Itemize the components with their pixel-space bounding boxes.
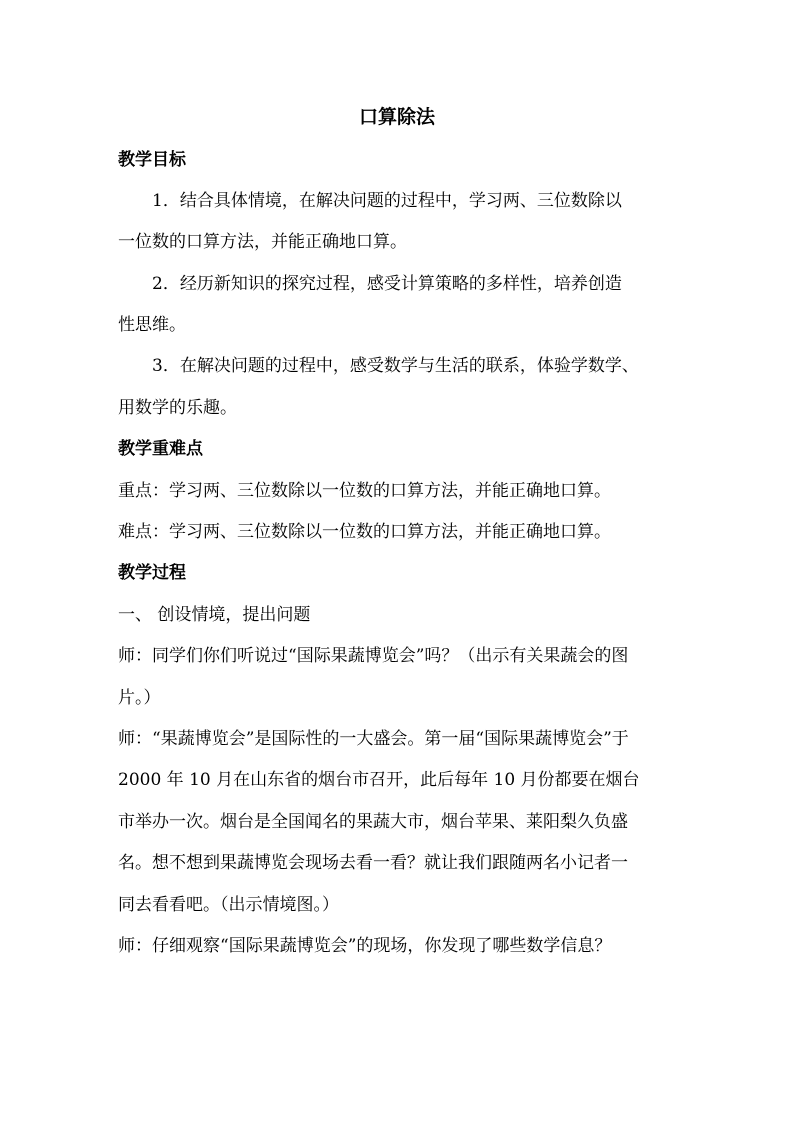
process-para-1-line-1: 师：同学们你们听说过“国际果蔬博览会”吗？（出示有关果蔬会的图 xyxy=(118,646,629,666)
goal-2-line-2: 性思维。 xyxy=(118,315,186,335)
process-para-1-line-2: 片。） xyxy=(118,688,161,708)
process-para-2-line-2: 2000 年 10 月在山东省的烟台市召开，此后每年 10 月份都要在烟台 xyxy=(118,770,640,790)
goal-2-line-1: 2．经历新知识的探究过程，感受计算策略的多样性，培养创造 xyxy=(152,274,622,294)
document-title: 口算除法 xyxy=(358,106,435,128)
section-heading-goals: 教学目标 xyxy=(118,150,186,170)
process-para-2-line-4: 名。想不想到果蔬博览会现场去看一看？就让我们跟随两名小记者一 xyxy=(118,853,628,873)
process-step-1: 一、 创设情境，提出问题 xyxy=(118,605,311,625)
process-para-3: 师：仔细观察“国际果蔬博览会”的现场，你发现了哪些数学信息？ xyxy=(118,936,612,956)
process-para-2-line-3: 市举办一次。烟台是全国闻名的果蔬大市，烟台苹果、莱阳梨久负盛 xyxy=(118,812,628,832)
key-point-focus: 重点：学习两、三位数除以一位数的口算方法，并能正确地口算。 xyxy=(118,481,611,501)
goal-1-line-1: 1．结合具体情境，在解决问题的过程中，学习两、三位数除以 xyxy=(152,191,622,211)
goal-3-line-2: 用数学的乐趣。 xyxy=(118,398,237,418)
process-para-2-line-5: 同去看看吧。（出示情境图。） xyxy=(118,895,339,915)
section-heading-process: 教学过程 xyxy=(118,563,186,583)
key-point-difficulty: 难点：学习两、三位数除以一位数的口算方法，并能正确地口算。 xyxy=(118,522,611,542)
goal-1-line-2: 一位数的口算方法，并能正确地口算。 xyxy=(118,232,407,252)
goal-3-line-1: 3．在解决问题的过程中，感受数学与生活的联系，体验学数学、 xyxy=(152,356,639,376)
process-para-2-line-1: 师：“果蔬博览会”是国际性的一大盛会。第一届“国际果蔬博览会”于 xyxy=(118,729,629,749)
section-heading-key-points: 教学重难点 xyxy=(118,439,203,459)
